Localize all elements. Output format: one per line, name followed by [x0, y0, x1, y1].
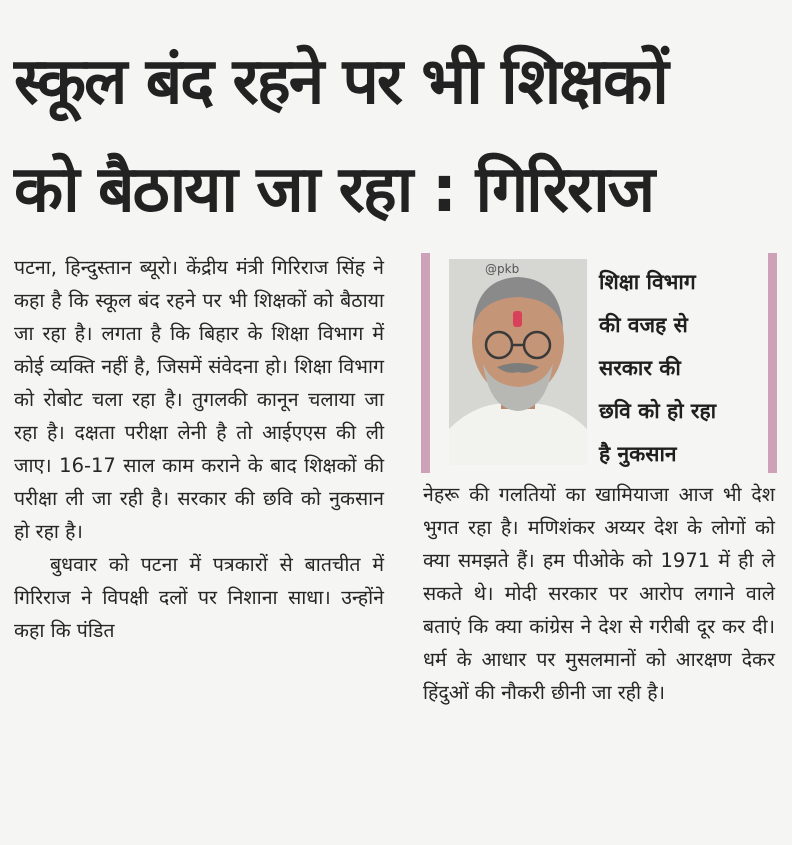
portrait-illustration — [449, 259, 587, 465]
pullquote-box — [421, 253, 777, 475]
pullquote-line-3: सरकार की — [599, 356, 681, 380]
pullquote-line-1: शिक्षा विभाग — [599, 270, 696, 294]
right-paragraph-1: नेहरू की गलतियों का खामियाजा आज भी देश भुगत रहा है। मणिशंकर अय्यर देश के लोगों को क्या समझते हैं। हम पीओके को 1971 में ही ले सकते थे। मोदी सरकार पर आरोप लगाने वाले बताएं कि क्या कांग्रेस ने देश से गरीबी दूर कर दी। धर्म के आधार पर मुसलमानों को आरक्षण देकर हिंदुओं की नौकरी छीनी जा रही है। — [423, 483, 775, 704]
pullquote-left-bar — [421, 253, 430, 473]
pullquote-text — [599, 261, 761, 476]
left-paragraph-1: पटना, हिन्दुस्तान ब्यूरो। केंद्रीय मंत्री गिरिराज सिंह ने कहा है कि स्कूल बंद रहने पर भी शिक्षकों को बैठाया जा रहा है। लगता है कि बिहार के शिक्षा विभाग में कोई व्यक्ति नहीं है, जिसमें संवेदना हो। शिक्षा विभाग को रोबोट चला रहा है। तुगलकी कानून चलाया जा रहा है। दक्षता परीक्षा लेनी है तो आईएएस की ली जाए। 16-17 साल काम कराने के बाद शिक्षकों की परीक्षा ली जा रही है। सरकार की छवि को नुकसान हो रहा है। — [14, 256, 384, 543]
pullquote-line-2: की वजह से — [599, 313, 688, 337]
pullquote-right-bar — [768, 253, 777, 473]
pullquote-line-5: है नुकसान — [599, 442, 677, 466]
pullquote-line-4: छवि को हो रहा — [599, 399, 717, 423]
headline-line-2: को बैठाया जा रहा : गिरिराज — [14, 153, 654, 227]
left-paragraph-2: बुधवार को पटना में पत्रकारों से बातचीत में गिरिराज ने विपक्षी दलों पर निशाना साधा। उन्होंने कहा कि पंडित — [14, 553, 384, 642]
minister-portrait-photo — [449, 259, 587, 465]
headline-line-1: स्कूल बंद रहने पर भी शिक्षकों — [14, 45, 667, 119]
left-column — [14, 251, 384, 647]
photo-watermark: @pkb — [485, 262, 520, 276]
right-column — [423, 478, 775, 709]
